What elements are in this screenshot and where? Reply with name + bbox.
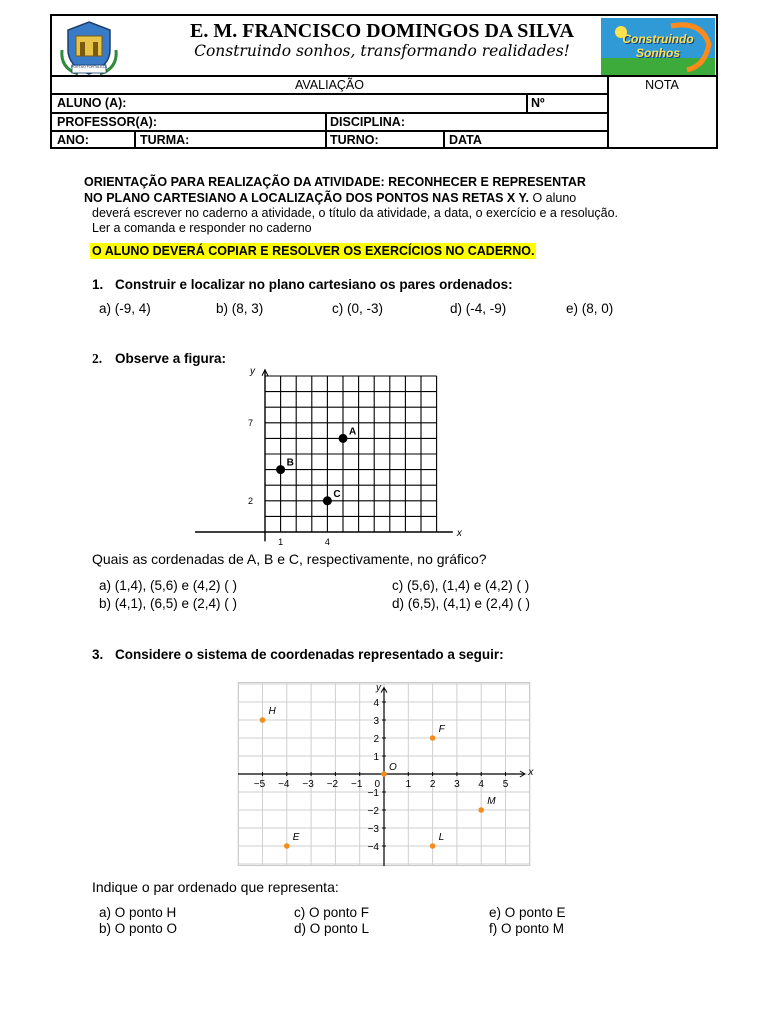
point-O [381,771,387,777]
x-axis-label: x [456,528,462,539]
point-label: C [333,488,341,500]
avaliacao-label: AVALIAÇÃO [294,78,364,92]
y-tick-label: −1 [367,788,379,799]
y-tick-label: 3 [373,716,379,727]
x-tick-label: 2 [429,779,436,790]
orientation-line-4: Ler a comanda e responder no caderno [92,221,312,235]
point-B [276,465,285,474]
chart2-axes [238,688,525,866]
point-label: H [268,706,276,717]
point-F [430,735,436,741]
q3-option-f: f) O ponto M [489,921,565,936]
point-label: B [286,457,294,469]
divider [526,93,528,112]
q1-option-c: c) (0, -3) [332,301,384,316]
point-H [260,717,266,723]
q1-number: 1. [92,277,104,292]
turno-field[interactable]: TURNO: [330,133,379,147]
point-A [339,434,348,443]
point-label: O [389,762,397,773]
q2-option-d[interactable]: d) (6,5), (4,1) e (2,4) ( ) [392,596,531,611]
q3-option-b: b) O ponto O [99,921,178,936]
aluno-field[interactable]: ALUNO (A): [57,96,127,110]
q3-option-a: a) O ponto H [99,905,177,920]
orientation-block [84,175,684,206]
x-tick-label: −4 [278,779,290,790]
y-axis-label: y [376,682,381,694]
divider [325,112,327,149]
x-tick-label: 4 [478,779,484,790]
q3-option-e: e) O ponto E [489,905,566,920]
professor-field[interactable]: PROFESSOR(A): [57,115,157,129]
point-label: M [487,796,496,807]
x-tick-label: 0 [374,779,380,790]
q3-option-c: c) O ponto F [294,905,370,920]
q2-question: Quais as cordenadas de A, B e C, respectivamente, no gráfico? [92,551,487,567]
disciplina-field[interactable]: DISCIPLINA: [330,115,405,129]
y-tick-label: 2 [373,734,379,745]
y-tick-label: 4 [373,698,379,709]
data-field[interactable]: DATA [449,133,482,147]
chart1-grid [265,376,437,532]
chart-coordinate-system [238,682,534,866]
q1-title: Construir e localizar no plano cartesiano os pares ordenados: [115,277,513,292]
x-tick-label: 1 [405,779,412,790]
x-tick-label: 3 [454,779,460,790]
nota-label: NOTA [645,78,679,92]
q2-option-c[interactable]: c) (5,6), (1,4) e (4,2) ( ) [392,578,530,593]
school-name: E. M. FRANCISCO DOMINGOS DA SILVA [190,20,574,42]
logo-text: Construindo Sonhos [622,32,694,60]
point-label: E [292,832,300,843]
y-tick-label: −3 [367,824,379,835]
highlight-instruction: O ALUNO DEVERÁ COPIAR E RESOLVER OS EXERCÍCIOS NO CADERNO. [92,244,535,258]
orientation-line-1: ORIENTAÇÃO PARA REALIZAÇÃO DA ATIVIDADE: RECONHECER E REPRESENTAR [84,175,586,189]
q1-option-a: a) (-9, 4) [99,301,151,316]
x-tick-label: −2 [326,779,339,790]
q2-option-b[interactable]: b) (4,1), (6,5) e (2,4) ( ) [99,596,238,611]
divider [134,130,136,149]
q2-option-a[interactable]: a) (1,4), (5,6) e (4,2) ( ) [99,578,238,593]
point-label: L [438,832,445,843]
x-tick-label: 4 [324,537,330,547]
q2-number: 2. [92,351,103,366]
y-tick-label: 7 [247,417,253,428]
x-tick-label: −5 [253,779,266,790]
q1-option-e: e) (8, 0) [566,301,614,316]
point-label: F [438,724,445,735]
header-table [50,14,718,149]
divider [443,130,445,149]
school-slogan: Construindo sonhos, transformando realidades! [194,42,570,60]
x-tick-label: −1 [350,779,363,790]
y-axis-label: y [250,365,255,377]
orientation-line-2: NO PLANO CARTESIANO A LOCALIZAÇÃO DOS PONTOS NAS RETAS X Y. [84,190,529,205]
x-tick-label: 5 [502,779,509,790]
numero-field[interactable]: Nº [531,96,545,110]
y-tick-label: −4 [367,842,379,853]
y-tick-label: 2 [247,495,253,506]
crest-label: PORTÃO FORTALEZA [71,65,107,69]
chart-figure-abc [225,365,545,550]
q3-option-d: d) O ponto L [294,921,370,936]
orientation-line-3: deverá escrever no caderno a atividade, o título da atividade, a data, o exercício e a resolução. [92,206,619,220]
divider [52,93,608,95]
orientation-tail: O aluno [532,190,577,205]
chart1-axes [195,370,453,542]
y-tick-label: −2 [367,806,379,817]
x-tick-label: −3 [302,779,314,790]
turma-field[interactable]: TURMA: [140,133,190,147]
point-L [430,843,436,849]
ano-field[interactable]: ANO: [57,133,89,147]
y-tick-label: 1 [373,752,379,763]
q1-option-d: d) (-4, -9) [450,301,507,316]
q3-title: Considere o sistema de coordenadas representado a seguir: [115,647,504,662]
point-M [478,807,484,813]
point-C [323,496,332,505]
x-tick-label: 1 [278,537,284,547]
q3-number: 3. [92,647,104,662]
x-axis-label: x [528,767,534,778]
point-label: A [349,426,357,438]
q2-title: Observe a figura: [115,351,227,366]
q3-prompt: Indique o par ordenado que representa: [92,879,339,895]
q1-option-b: b) (8, 3) [216,301,264,316]
point-E [284,843,290,849]
